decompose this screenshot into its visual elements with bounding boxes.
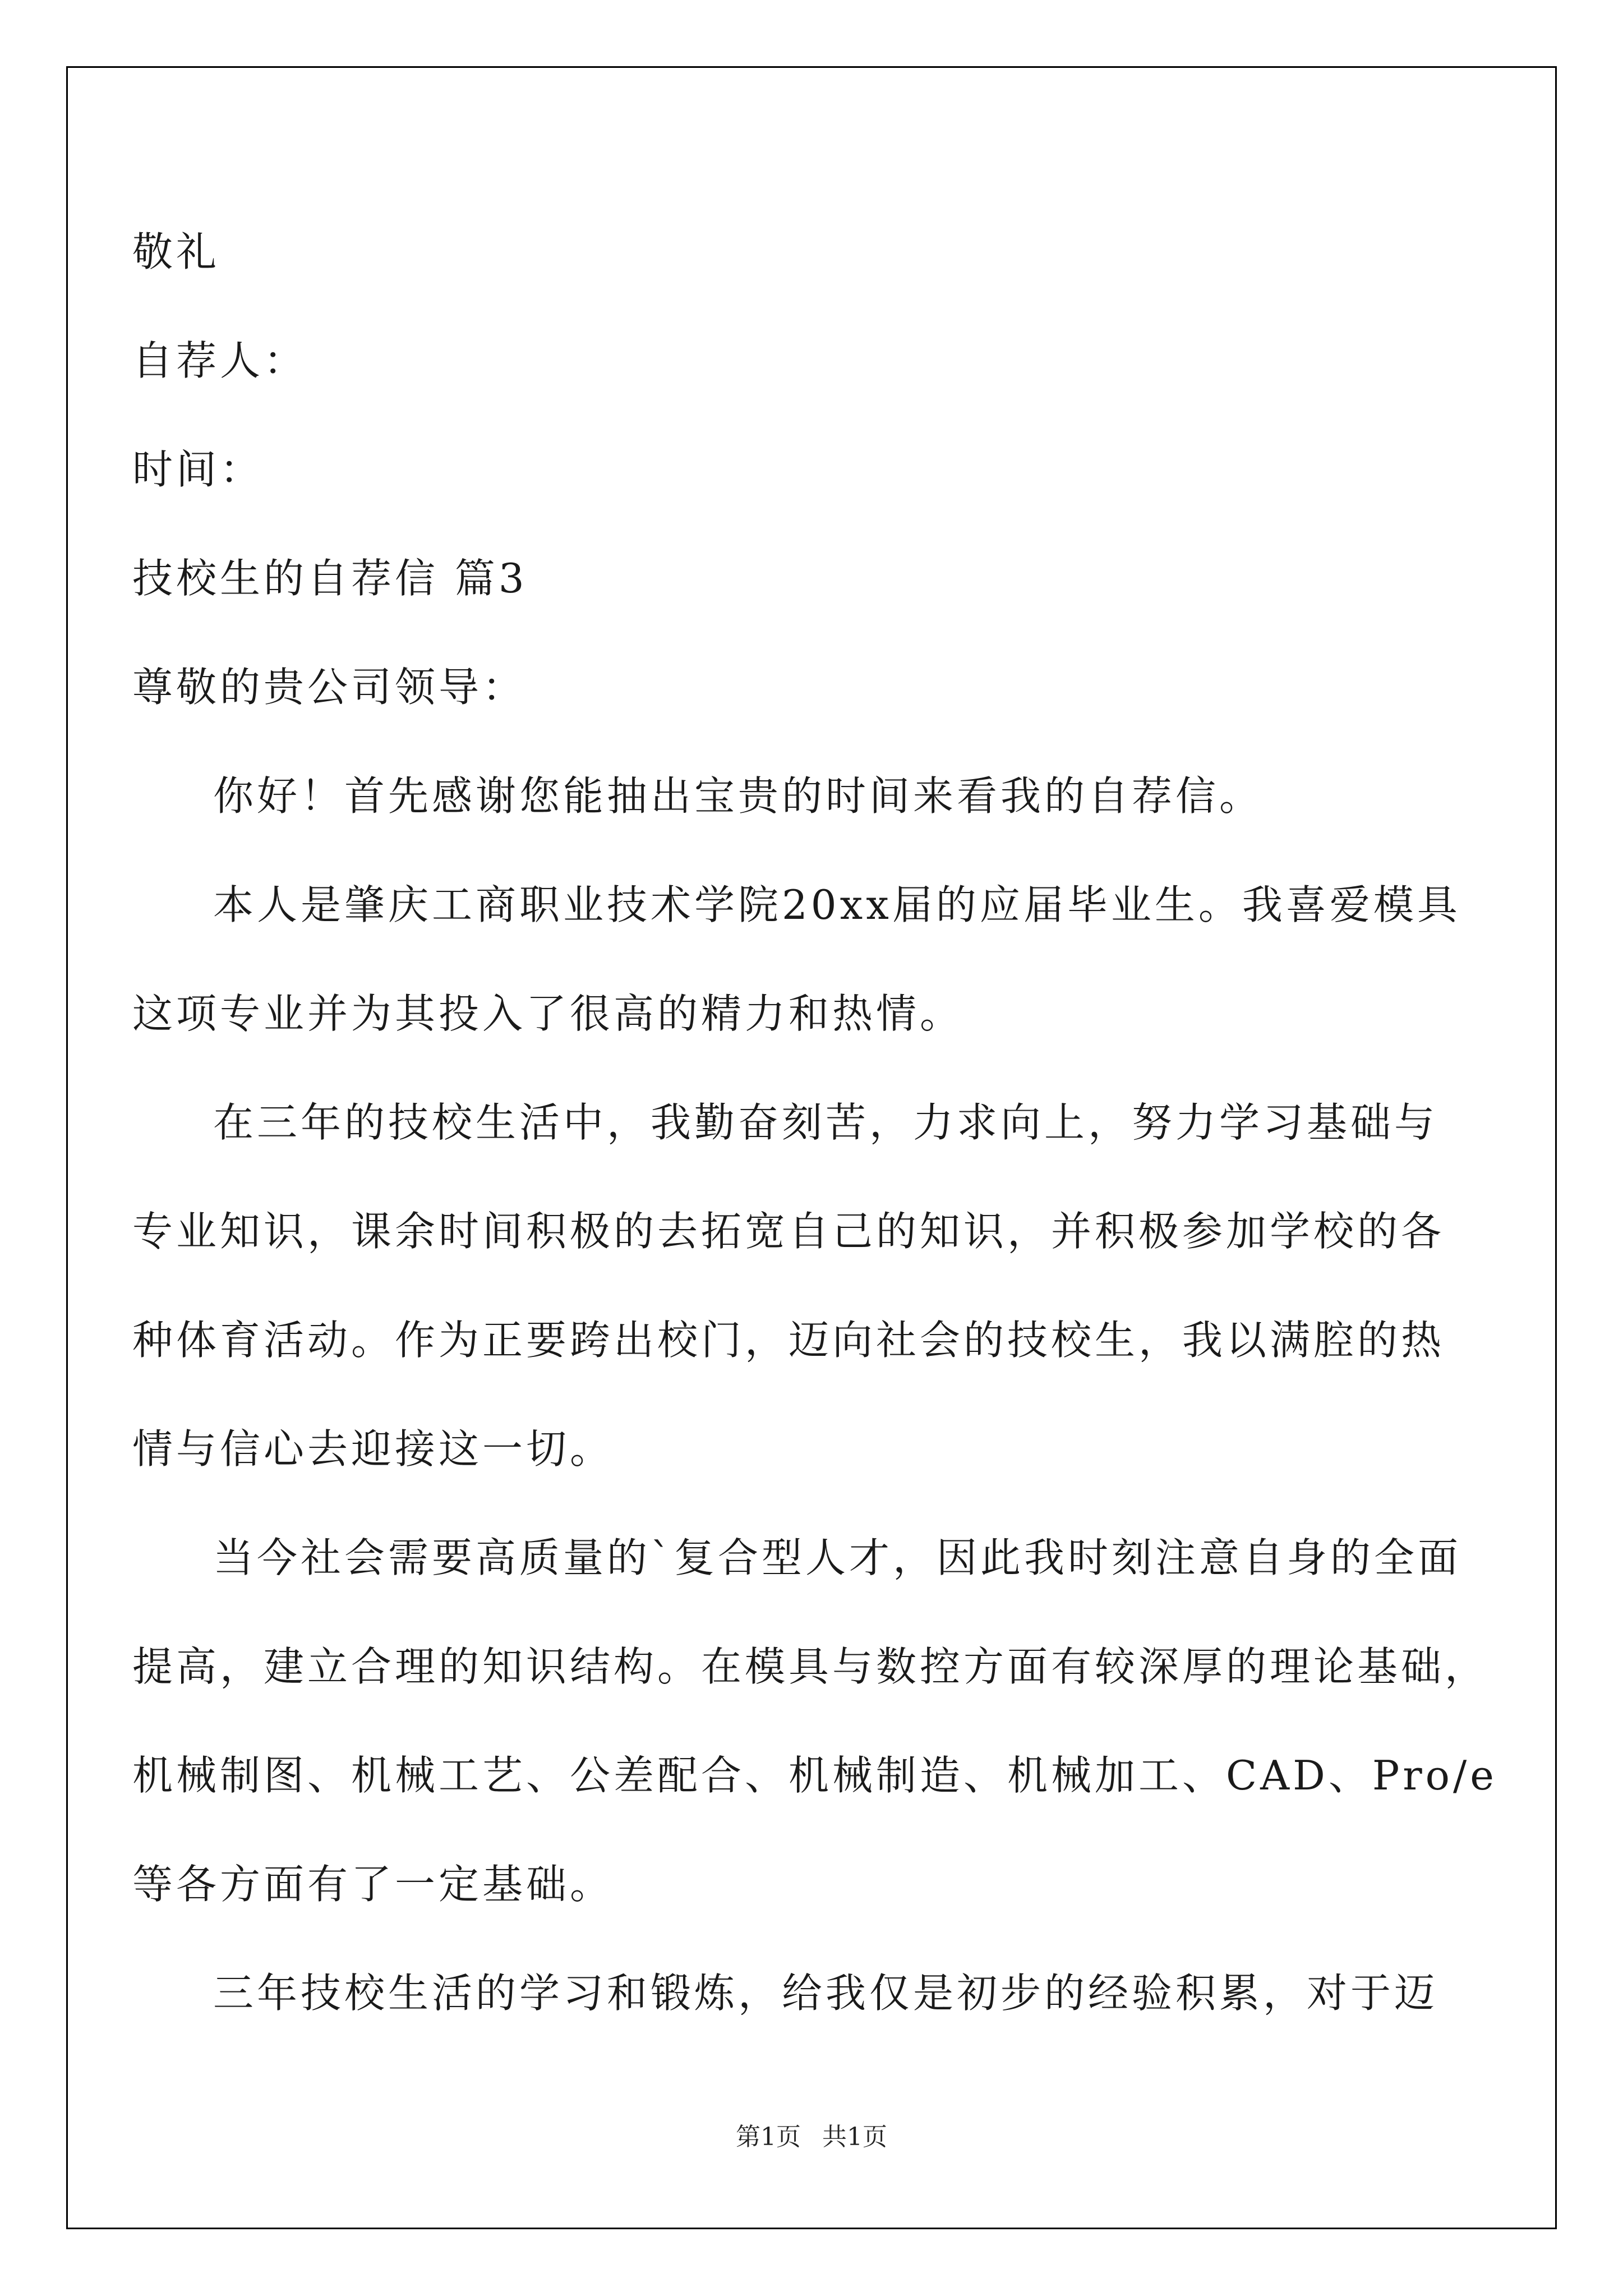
- paragraph-line: 在三年的技校生活中，我勤奋刻苦，力求向上，努力学习基础与: [213, 1099, 1438, 1146]
- paragraph-line: 当今社会需要高质量的`复合型人才，因此我时刻注意自身的全面: [213, 1534, 1462, 1581]
- paragraph-line: 等各方面有了一定基础。: [132, 1861, 614, 1908]
- signature-line: 自荐人：: [132, 337, 308, 384]
- paragraph-line: 专业知识，课余时间积极的去拓宽自己的知识，并积极参加学校的各: [132, 1208, 1445, 1255]
- paragraph-line: 机械制图、机械工艺、公差配合、机械制造、机械加工、CAD、Pro/e: [132, 1752, 1497, 1799]
- section-heading: 技校生的自荐信 篇3: [132, 555, 528, 602]
- paragraph-line: 本人是肇庆工商职业技术学院20xx届的应届毕业生。我喜爱模具: [213, 881, 1461, 928]
- paragraph-line: 这项专业并为其投入了很高的精力和热情。: [132, 990, 964, 1037]
- paragraph-line: 三年技校生活的学习和锻炼，给我仅是初步的经验积累，对于迈: [213, 1970, 1438, 2017]
- date-line: 时间：: [132, 446, 264, 493]
- paragraph-line: 情与信心去迎接这一切。: [132, 1425, 614, 1473]
- page-number-footer: 第1页 共1页: [736, 2123, 887, 2151]
- paragraph-line: 你好！首先感谢您能抽出宝贵的时间来看我的自荐信。: [213, 772, 1264, 820]
- paragraph-line: 种体育活动。作为正要跨出校门，迈向社会的技校生，我以满腔的热: [132, 1317, 1445, 1364]
- greeting: 尊敬的贵公司领导：: [132, 664, 527, 711]
- paragraph-line: 提高，建立合理的知识结构。在模具与数控方面有较深厚的理论基础，: [132, 1643, 1489, 1690]
- closing-salutation: 敬礼: [132, 228, 220, 275]
